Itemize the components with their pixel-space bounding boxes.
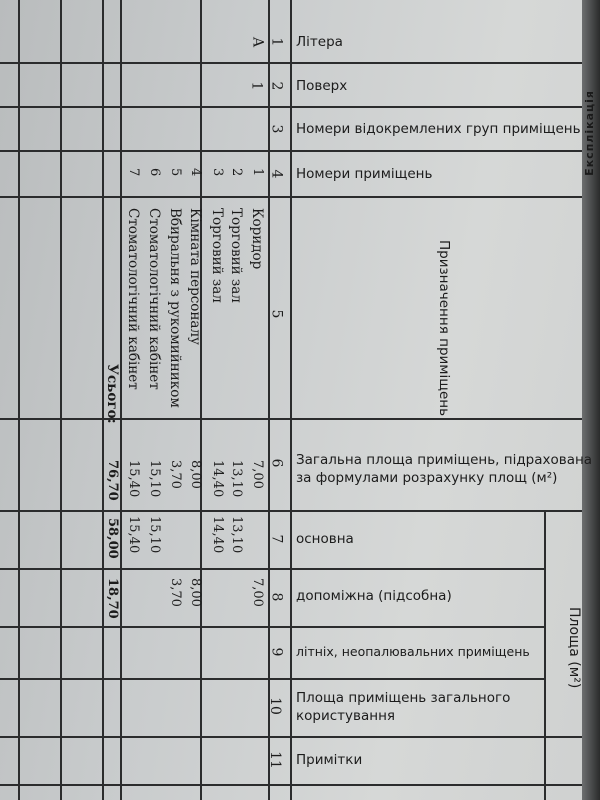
column-number: 4 (268, 169, 285, 179)
room-auxiliary-area: 3,70 (168, 578, 183, 607)
grid-line (0, 568, 546, 570)
room-number: 3 (210, 168, 225, 177)
room-main-area: 15,10 (147, 516, 162, 554)
grid-line (0, 62, 582, 64)
litera-value: А (249, 36, 266, 48)
grid-line (0, 626, 546, 628)
room-name: Коридор (249, 208, 265, 270)
room-main-area: 14,40 (210, 516, 225, 554)
grid-line (0, 196, 582, 198)
header-auxiliary: допоміжна (підсобна) (296, 588, 452, 604)
total-auxiliary-area: 18,70 (105, 578, 120, 619)
header-area-group: Площа (м²) (566, 607, 582, 689)
header-total-area-2: за формулами розрахунку площ (м²) (296, 470, 558, 486)
room-main-area: 15,40 (126, 516, 141, 554)
grid-line (0, 510, 582, 512)
column-number: 9 (268, 647, 285, 657)
total-main-area: 58,00 (105, 518, 120, 559)
grid-line (0, 418, 582, 420)
column-number: 5 (268, 309, 285, 319)
header-main: основна (296, 531, 354, 547)
total-label: Усього: (104, 364, 120, 424)
column-number: 11 (266, 751, 283, 769)
room-total-area: 13,10 (229, 460, 244, 498)
header-common-2: користування (296, 708, 396, 724)
room-total-area: 14,40 (210, 460, 225, 498)
grid-line (290, 0, 292, 800)
header-notes: Примітки (296, 752, 363, 768)
grid-line (0, 150, 582, 152)
total-area: 76,70 (105, 460, 120, 501)
column-number: 6 (268, 458, 285, 468)
room-number: 6 (147, 168, 162, 177)
header-purpose: Призначення приміщень (436, 240, 452, 417)
column-number: 8 (268, 592, 285, 602)
column-number: 1 (268, 37, 285, 47)
room-total-area: 15,10 (147, 460, 162, 498)
column-number: 7 (268, 534, 285, 544)
column-number: 10 (266, 697, 283, 715)
grid-line (120, 0, 122, 800)
grid-line (268, 0, 270, 800)
room-number: 7 (126, 168, 141, 177)
room-name: Торговий зал (209, 208, 225, 303)
room-auxiliary-area: 8,00 (188, 578, 203, 607)
room-total-area: 15,40 (126, 460, 141, 498)
room-name: Торговий зал (228, 208, 244, 303)
grid-line (18, 0, 20, 800)
room-total-area: 3,70 (168, 460, 183, 489)
room-name: Стоматологічний кабінет (125, 208, 141, 390)
room-number: 5 (168, 168, 183, 177)
header-litera: Літера (296, 34, 343, 50)
grid-line (60, 0, 62, 800)
column-number: 3 (268, 124, 285, 134)
header-groups: Номери відокремлених груп приміщень (296, 121, 581, 137)
room-main-area: 13,10 (229, 516, 244, 554)
header-common-1: Площа приміщень загального (296, 690, 511, 706)
grid-line (0, 678, 546, 680)
room-name: Стоматологічний кабінет (146, 208, 162, 390)
room-auxiliary-area: 7,00 (250, 578, 265, 607)
grid-line (0, 784, 582, 786)
room-number: 1 (250, 168, 265, 177)
room-number: 2 (229, 168, 244, 177)
header-poverkh: Поверх (296, 78, 348, 94)
room-total-area: 7,00 (250, 460, 265, 489)
header-summer: літніх, неопалювальних приміщень (296, 644, 530, 659)
floor-value: 1 (248, 81, 265, 91)
header-room-numbers: Номери приміщень (296, 166, 433, 182)
edge-caption: Експлікація (583, 90, 596, 176)
room-number: 4 (188, 168, 203, 177)
header-total-area-1: Загальна площа приміщень, підрахована (296, 452, 593, 468)
room-name: Вбиральня з рукомийником (167, 208, 183, 408)
room-name: Кімната персоналу (187, 208, 203, 346)
grid-line (0, 106, 582, 108)
column-number: 2 (268, 81, 285, 91)
room-total-area: 8,00 (188, 460, 203, 489)
grid-line (200, 0, 202, 800)
grid-line (0, 736, 582, 738)
